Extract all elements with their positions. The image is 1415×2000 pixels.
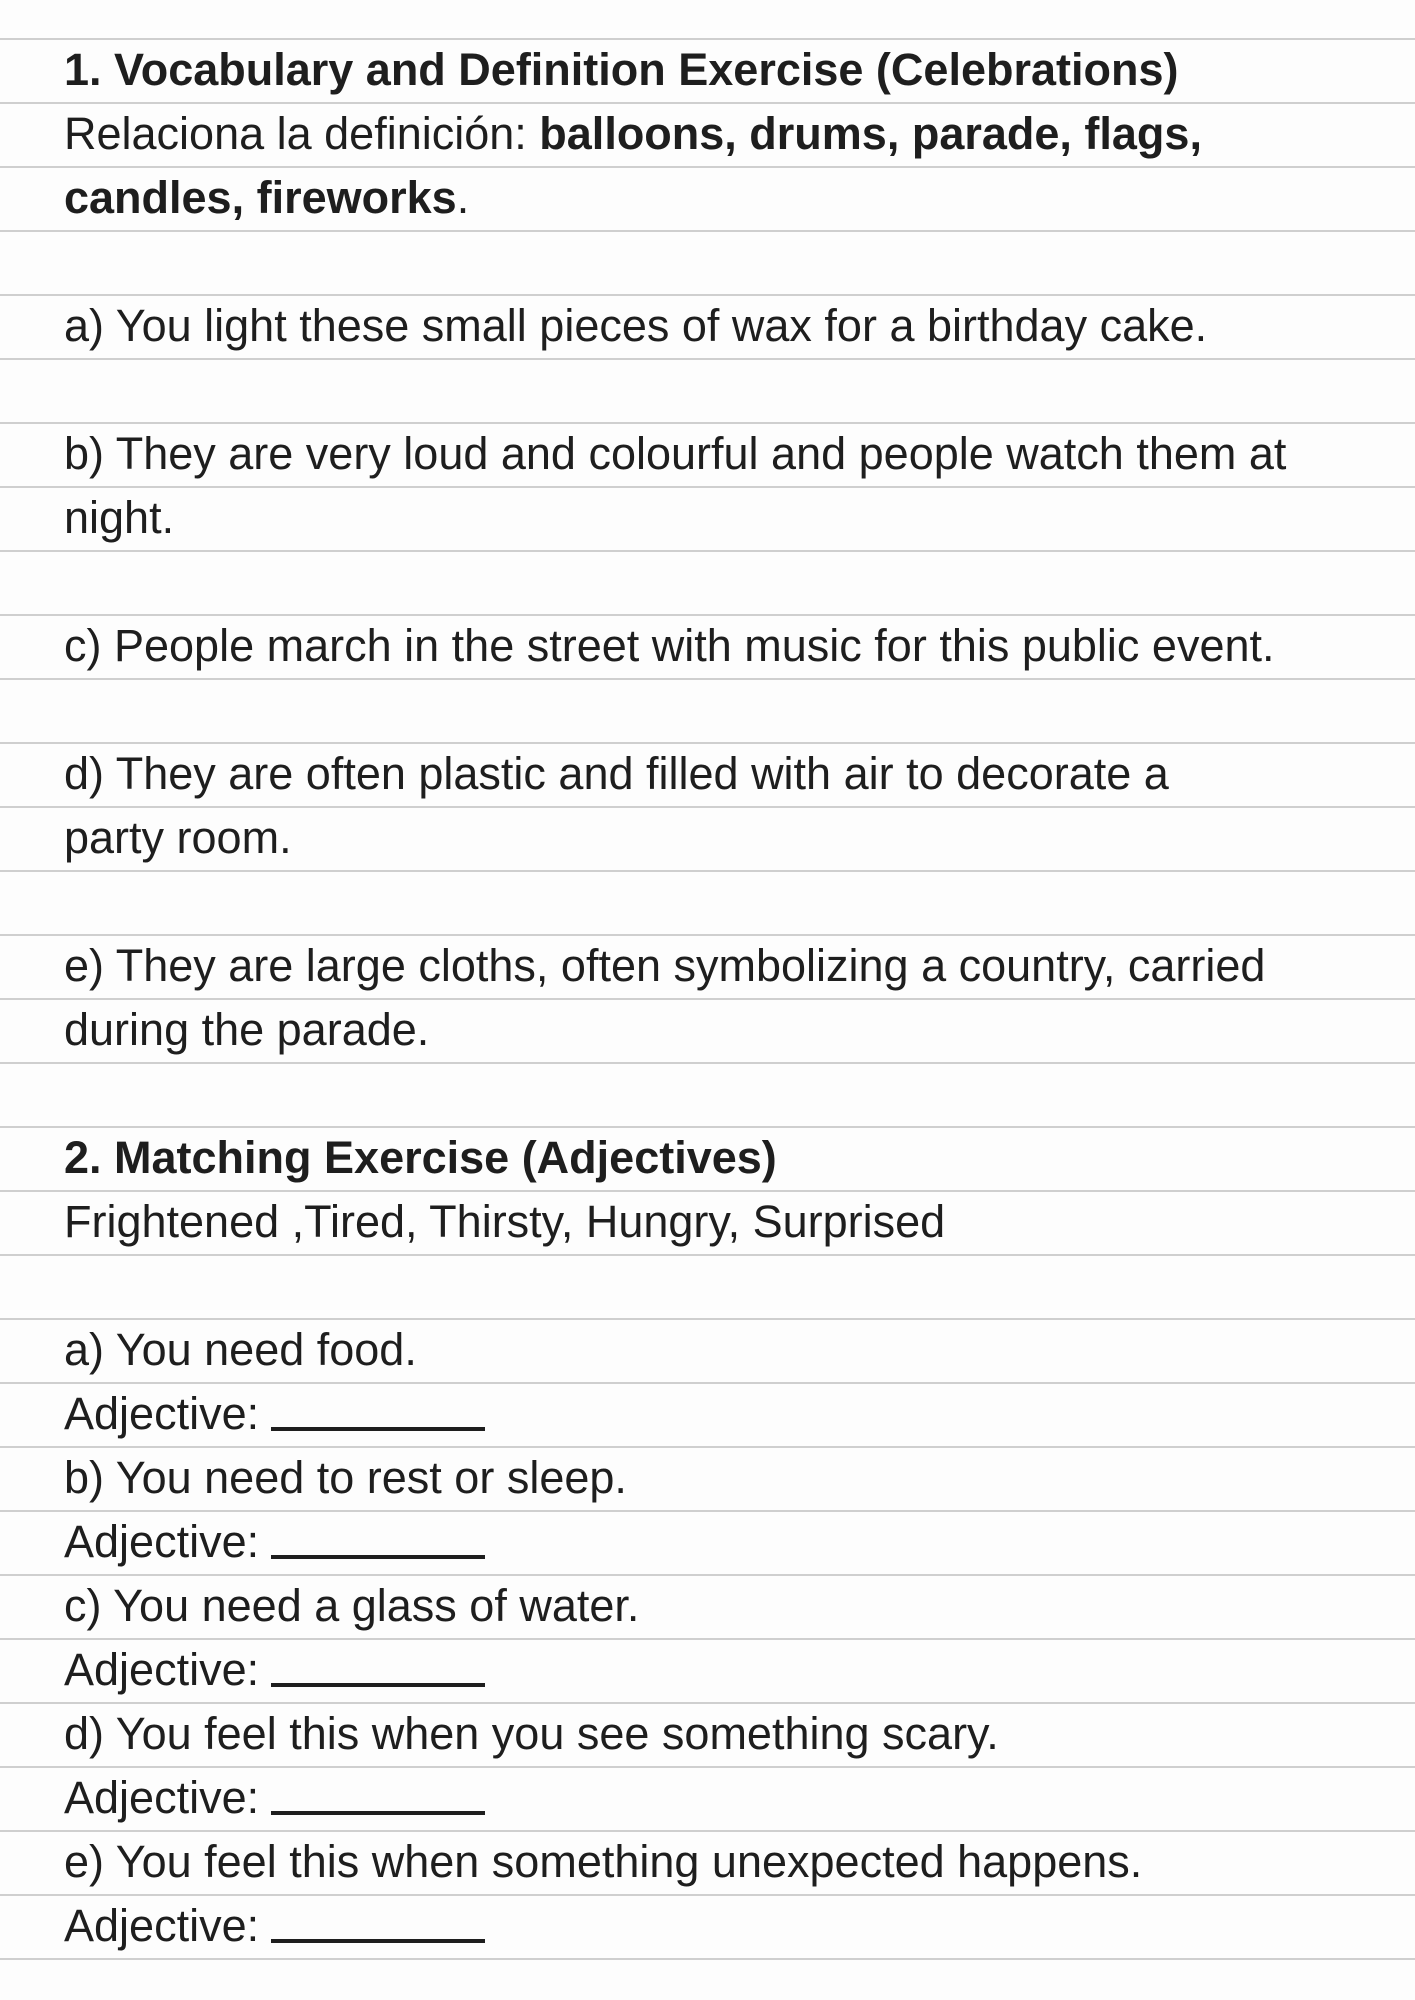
section-1-heading: 1. Vocabulary and Definition Exercise (Celebrations) [64, 44, 1179, 95]
word-list-line1: balloons, drums, parade, flags, [539, 108, 1202, 159]
word-list-end: . [456, 172, 470, 223]
ruled-line [0, 870, 1415, 872]
definition-b-cont: night. [64, 492, 175, 543]
answer-blank[interactable] [271, 1683, 485, 1687]
ruled-line [0, 1062, 1415, 1064]
adjective-label: Adjective: [64, 1388, 260, 1439]
adjective-answer-a [64, 1382, 485, 1446]
adjective-prompt-a: a) You need food. [64, 1324, 417, 1375]
answer-blank[interactable] [271, 1427, 485, 1431]
adjective-label: Adjective: [64, 1900, 260, 1951]
adjective-answer-e [64, 1894, 485, 1958]
answer-blank[interactable] [271, 1811, 485, 1815]
ruled-line [0, 1958, 1415, 1960]
adjective-label: Adjective: [64, 1516, 260, 1567]
definition-d-cont: party room. [64, 812, 292, 863]
adjective-prompt-c: c) You need a glass of water. [64, 1580, 640, 1631]
instruction-prefix: Relaciona la definición: [64, 108, 540, 159]
definition-a: a) You light these small pieces of wax for a birthday cake. [64, 300, 1208, 351]
definition-b: b) They are very loud and colourful and people watch them at [64, 428, 1287, 479]
adjective-label: Adjective: [64, 1772, 260, 1823]
answer-blank[interactable] [271, 1939, 485, 1943]
ruled-line [0, 550, 1415, 552]
section-1-word-list [64, 166, 469, 230]
ruled-line [0, 486, 1415, 488]
section-2-heading: 2. Matching Exercise (Adjectives) [64, 1132, 777, 1183]
ruled-line [0, 678, 1415, 680]
definition-c: c) People march in the street with music for this public event. [64, 620, 1275, 671]
section-1-instruction [64, 102, 1202, 166]
ruled-line [0, 358, 1415, 360]
adjective-prompt-d: d) You feel this when you see something scary. [64, 1708, 999, 1759]
definition-d: d) They are often plastic and filled with air to decorate a [64, 748, 1169, 799]
adjective-answer-b [64, 1510, 485, 1574]
adjective-answer-c [64, 1638, 485, 1702]
ruled-line [0, 1254, 1415, 1256]
definition-e-cont: during the parade. [64, 1004, 430, 1055]
adjective-answer-d [64, 1766, 485, 1830]
answer-blank[interactable] [271, 1555, 485, 1559]
adjective-word-bank: Frightened ,Tired, Thirsty, Hungry, Surprised [64, 1196, 946, 1247]
ruled-line [0, 230, 1415, 232]
adjective-prompt-b: b) You need to rest or sleep. [64, 1452, 627, 1503]
definition-e: e) They are large cloths, often symbolizing a country, carried [64, 940, 1266, 991]
word-list-line2: candles, fireworks [64, 172, 457, 223]
adjective-label: Adjective: [64, 1644, 260, 1695]
adjective-prompt-e: e) You feel this when something unexpected happens. [64, 1836, 1143, 1887]
